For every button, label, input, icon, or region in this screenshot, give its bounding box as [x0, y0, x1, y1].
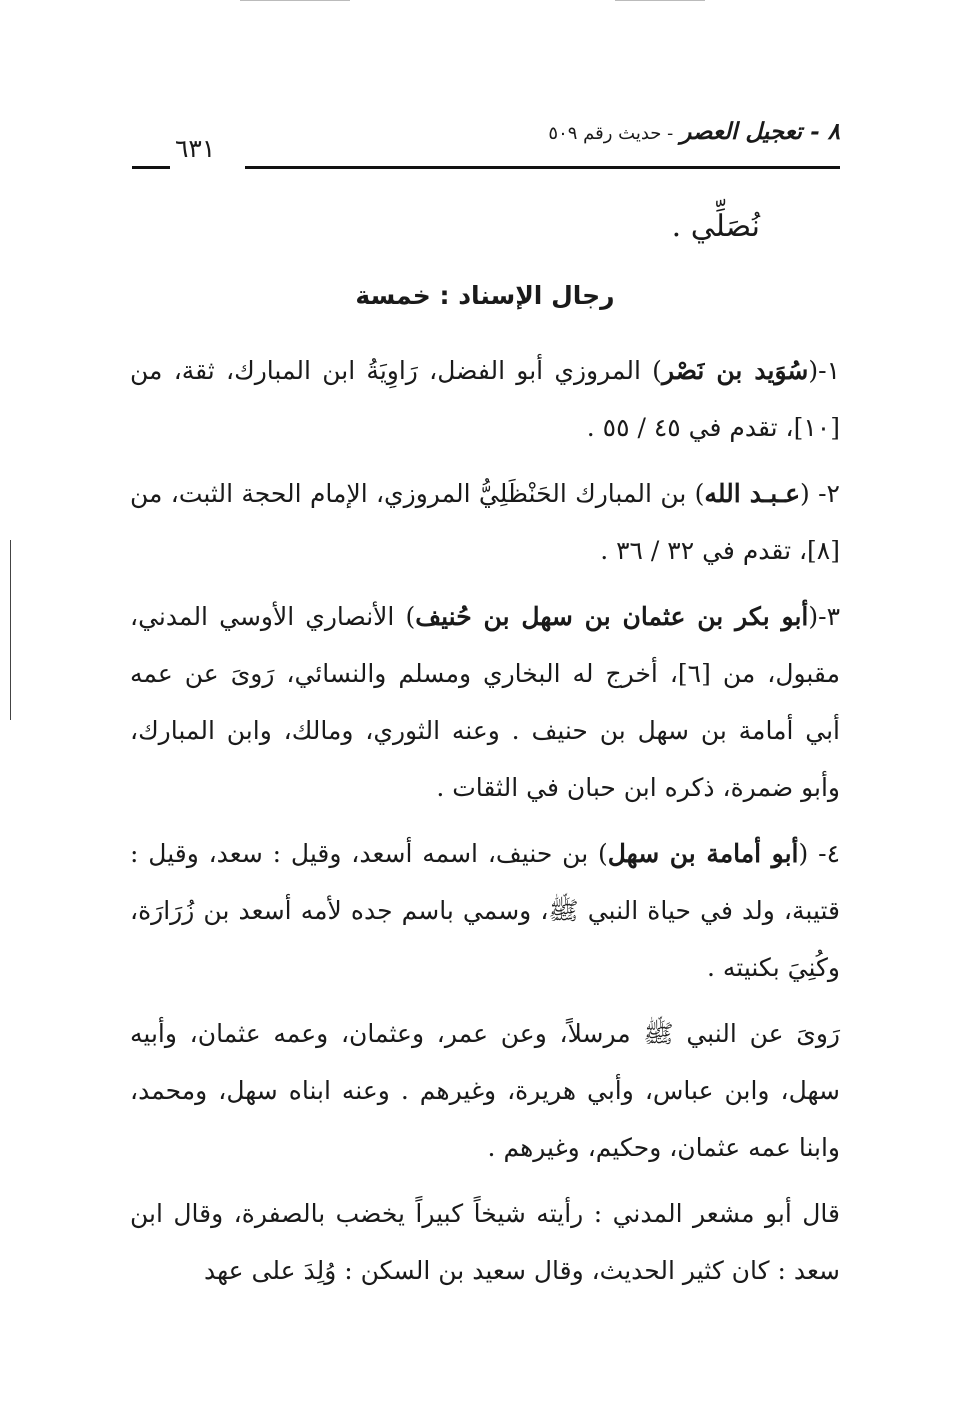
section-heading: رجال الإسناد : خمسة — [355, 281, 615, 310]
continued-fragment: نُصَلِّي . — [671, 209, 760, 244]
scan-edge-mark — [10, 540, 11, 720]
hadith-reference: - حديث رقم ٥٠٩ — [548, 123, 674, 144]
running-header — [130, 118, 840, 162]
scan-edge-mark — [240, 0, 350, 1]
entry-text: ) بن المبارك الحَنْظَلِيُّ المروزي، الإمام الحجة الثبت، من [٨]، تقدم في ٣٢ / ٣٦ . — [130, 479, 840, 565]
entry-number: ٣-( — [808, 602, 841, 631]
page-body — [130, 198, 840, 1299]
narrator-entry — [130, 588, 840, 816]
narrator-name: عـبـد الله — [704, 479, 800, 508]
entry-number: ٤- ( — [798, 839, 840, 868]
body-paragraph: قال أبو مشعر المدني : رأيته شيخاً كبيراً يخضب بالصفرة، وقال ابن سعد : كان كثير الحديث، وقال سعيد بن السكن : وُلِدَ على عهد — [130, 1199, 840, 1285]
header-rule — [245, 166, 840, 169]
entry-text: ) بن حنيف، اسمه أسعد، وقيل : سعد، وقيل : قتيبة، ولد في حياة النبي ﷺ، وسمي باسم جده لأمه أسعد بن زُرَارَة، وكُنِيَ بكنيته . — [130, 839, 840, 982]
entry-text: ) المروزي أبو الفضل، رَاوِيَةُ ابن المبارك، ثقة، من [١٠]، تقدم في ٤٥ / ٥٥ . — [130, 356, 840, 442]
narrator-entry — [130, 825, 840, 996]
narrator-entry — [130, 465, 840, 579]
narrator-entry — [130, 342, 840, 456]
scan-edge-mark — [615, 0, 705, 1]
entry-number: ١-( — [808, 356, 840, 385]
entry-text: ) الأنصاري الأوسي المدني، مقبول، من [٦]، أخرج له البخاري ومسلم والنسائي، رَوىَ عن عمه أبي أمامة بن سهل بن حنيف . وعنه الثوري، ومالك، وابن المبارك، وأبو ضمرة، ذكره ابن حبان في الثقات . — [130, 602, 840, 802]
entry-number: ٢- ( — [800, 479, 840, 508]
page-number-rule — [132, 166, 170, 169]
narrator-name: أبو بكر بن عثمان بن سهل بن حُنيف — [415, 602, 809, 631]
page-number: ٦٣١ — [175, 134, 216, 163]
narrator-name: أبو أمامة بن سهل — [607, 839, 799, 868]
chapter-name: ٨ - تعجيل العصر — [680, 118, 840, 145]
chapter-title — [548, 118, 840, 145]
narrator-name: سُوَيد بن نَصْر — [661, 356, 809, 385]
body-paragraph: رَوىَ عن النبي ﷺ مرسلاً، وعن عمر، وعثمان، وعمه عثمان، وأبيه سهل، وابن عباس، وأبي هريرة، وغيرهم . وعنه ابناه سهل، ومحمد، وابنا عمه عثمان، وحكيم، وغيرهم . — [130, 1019, 840, 1162]
